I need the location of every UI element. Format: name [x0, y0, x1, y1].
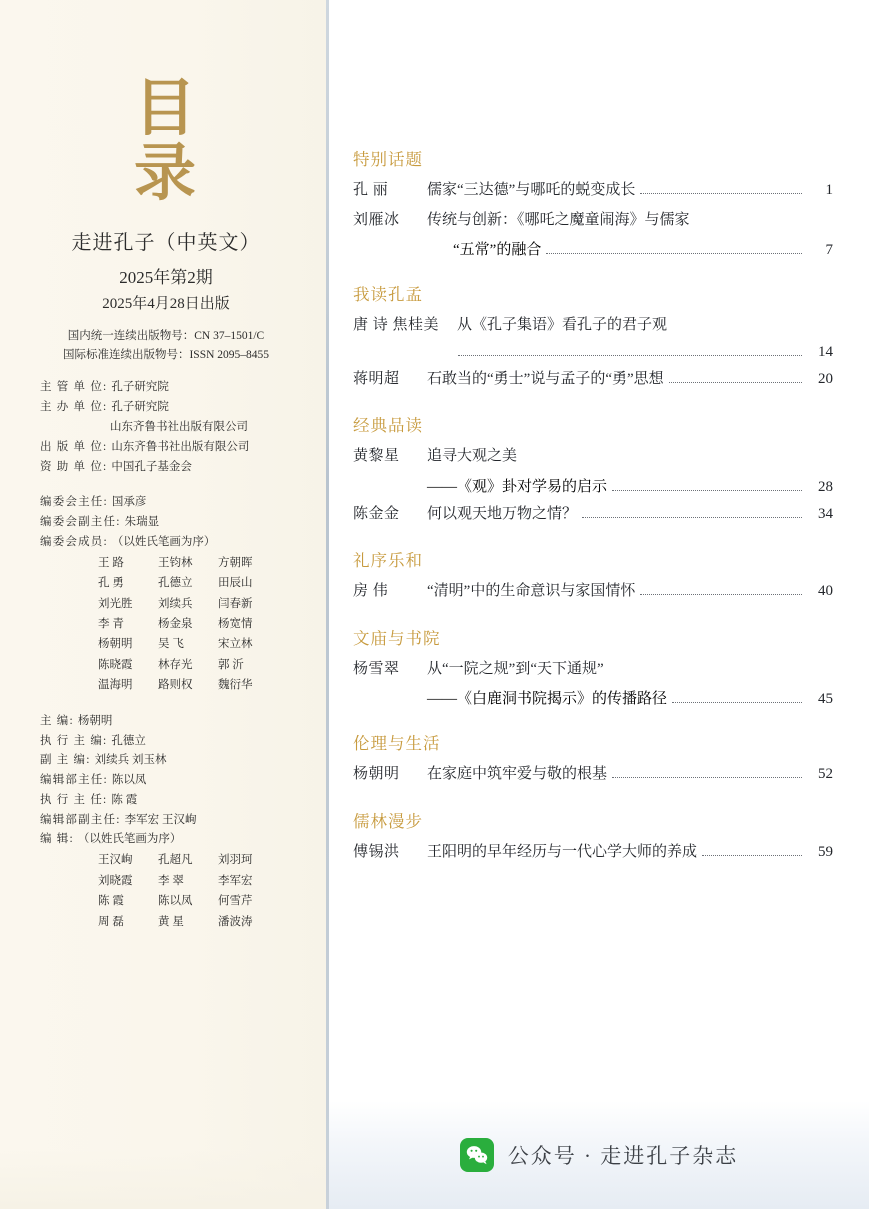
section-title: 伦理与生活	[353, 734, 441, 753]
section-title: 我读孔孟	[353, 285, 423, 304]
cn-number: 国内统一连续出版物号：CN 37–1501/C	[67, 330, 265, 343]
toc-entry-subline[interactable]	[353, 238, 833, 259]
editor-value: 陈 霞	[111, 793, 138, 806]
committee-name: 王 路	[98, 556, 124, 569]
editor-name: 陈以凤	[158, 895, 193, 908]
committee-names	[40, 553, 292, 696]
committee-name: 孔 勇	[98, 577, 124, 590]
editor-value: 刘续兵 刘玉林	[94, 754, 167, 767]
committee-name: 孔德立	[158, 577, 193, 590]
committee-block	[40, 493, 292, 696]
committee-value: （以姓氏笔画为序）	[111, 535, 216, 548]
dot-leader	[612, 777, 802, 778]
editor-row	[40, 771, 292, 791]
committee-name: 林存光	[158, 658, 193, 671]
editor-name: 刘羽珂	[218, 854, 253, 867]
dot-leader	[669, 382, 802, 383]
contents-column	[329, 0, 869, 1209]
toc-section	[353, 547, 833, 603]
magazine-title: 走进孔子（中英文）	[71, 232, 261, 255]
entry-page: 20	[818, 370, 833, 387]
toc-section	[353, 146, 833, 259]
editor-name-row	[98, 912, 292, 932]
editor-value: 陈以凤	[111, 774, 147, 787]
editor-value: 杨朝明	[77, 714, 113, 727]
org-row	[40, 398, 292, 418]
editor-label: 编 辑:	[40, 833, 74, 846]
entry-page: 14	[818, 343, 833, 360]
entry-title: 从“一院之规”到“天下通规”	[427, 660, 604, 677]
editor-row	[40, 732, 292, 752]
dot-leader	[458, 355, 802, 356]
issn-number: 国际标准连续出版物号：ISSN 2095–8455	[62, 349, 270, 362]
table-of-contents	[353, 146, 833, 863]
org-value: 孔子研究院	[111, 401, 169, 414]
committee-name: 杨朝明	[98, 638, 133, 651]
entry-title: 在家庭中筑牢爱与敬的根基	[427, 766, 608, 782]
entry-author: 孔 丽	[353, 182, 389, 198]
committee-name: 刘光胜	[98, 597, 133, 610]
editor-row	[40, 811, 292, 831]
committee-label: 编委会主任:	[40, 496, 108, 509]
toc-entry[interactable]	[353, 179, 833, 202]
committee-label: 编委会成员:	[40, 535, 108, 548]
toc-entry[interactable]	[353, 445, 833, 468]
committee-value: 朱瑞显	[124, 516, 160, 529]
org-row-continued: 山东齐鲁书社出版有限公司	[110, 421, 248, 433]
toc-entry[interactable]	[353, 314, 833, 337]
committee-label: 编委会副主任:	[40, 516, 121, 529]
editor-name: 孔超凡	[158, 854, 193, 867]
entry-author: 杨朝明	[353, 766, 400, 782]
dot-leader	[546, 253, 802, 254]
editor-label: 主 编:	[40, 714, 74, 727]
committee-name: 王钧林	[158, 556, 193, 569]
toc-entry[interactable]	[353, 580, 833, 603]
committee-name: 李 青	[98, 618, 124, 630]
section-title: 儒林漫步	[353, 811, 423, 831]
dot-leader	[612, 490, 802, 491]
dot-leader	[582, 517, 802, 518]
committee-name: 路则权	[158, 679, 193, 692]
page-title	[40, 75, 292, 209]
entry-author: 唐 诗 焦桂美	[353, 317, 440, 333]
dot-leader	[640, 193, 802, 194]
publish-date: 2025年4月28日出版	[102, 296, 230, 313]
committee-name-row	[98, 573, 292, 593]
toc-section	[353, 625, 833, 709]
editor-name: 李 翠	[158, 874, 184, 887]
entry-title: 石敢当的“勇士”说与孟子的“勇”思想	[427, 370, 664, 387]
entry-title: 追寻大观之美	[427, 448, 518, 464]
editor-row	[40, 751, 292, 771]
editor-label: 副 主 编:	[40, 754, 91, 767]
entry-title: 儒家“三达德”与哪吒的蜕变成长	[427, 182, 636, 198]
editor-row	[40, 830, 292, 850]
entry-page: 40	[818, 583, 833, 599]
toc-section	[353, 281, 833, 390]
committee-name: 闫春新	[218, 597, 253, 610]
toc-section	[353, 412, 833, 525]
issue-label: 2025年第2期	[119, 268, 213, 288]
org-row	[40, 458, 292, 478]
org-row	[40, 438, 292, 458]
entry-author: 傅锡洪	[353, 843, 400, 860]
section-title: 经典品读	[353, 416, 423, 435]
editor-name-row	[98, 850, 292, 870]
org-label: 资 助 单 位:	[40, 460, 108, 473]
entry-title: “清明”中的生命意识与家国情怀	[427, 583, 636, 599]
committee-name: 杨金泉	[158, 618, 193, 630]
footer-bar	[329, 1101, 869, 1209]
editor-name: 李军宏	[218, 874, 253, 887]
dot-leader	[672, 702, 802, 703]
committee-name: 陈晓霞	[98, 658, 133, 671]
toc-section	[353, 808, 833, 864]
editor-names	[40, 850, 292, 932]
dot-leader	[640, 594, 802, 595]
toc-entry-subline[interactable]	[353, 687, 833, 708]
editor-value: 孔德立	[111, 734, 146, 747]
org-label: 主 管 单 位:	[40, 381, 108, 394]
toc-entry[interactable]	[353, 841, 833, 864]
editor-value: 李军宏 王汉峋	[124, 813, 197, 826]
editors-block	[40, 712, 292, 932]
org-row	[40, 378, 292, 398]
editor-name: 王汉峋	[98, 854, 133, 867]
toc-entry[interactable]	[353, 368, 833, 391]
committee-name-row	[98, 594, 292, 614]
toc-entry[interactable]	[353, 503, 833, 526]
editor-name: 黄 星	[158, 915, 184, 928]
entry-author: 蒋明超	[353, 370, 400, 387]
org-value: 山东齐鲁书社出版有限公司	[111, 440, 250, 453]
editor-label: 编辑部副主任:	[40, 813, 121, 826]
toc-section	[353, 730, 833, 786]
org-value: 中国孔子基金会	[111, 460, 192, 473]
org-value: 孔子研究院	[111, 381, 169, 394]
entry-page: 45	[818, 691, 833, 707]
committee-name: 郭 沂	[218, 658, 244, 671]
entry-title-continued: ——《白鹿洞书院揭示》的传播路径	[427, 691, 668, 707]
editor-value: （以姓氏笔画为序）	[77, 833, 182, 846]
dot-leader	[702, 855, 802, 856]
editor-name: 周 磊	[98, 915, 124, 928]
editor-name-row	[98, 891, 292, 911]
committee-name: 宋立林	[218, 638, 253, 651]
org-label: 出 版 单 位:	[40, 440, 108, 453]
section-title: 特别话题	[353, 150, 423, 169]
entry-author: 刘雁冰	[353, 211, 400, 228]
entry-page: 7	[825, 242, 833, 258]
editor-label: 执 行 主 任:	[40, 793, 108, 806]
page-title-char-1: 目	[133, 75, 198, 143]
wechat-promo[interactable]	[460, 1138, 739, 1172]
organizations-block	[40, 378, 292, 477]
committee-name-row	[98, 634, 292, 654]
entry-title: 何以观天地万物之情？	[427, 505, 578, 522]
masthead-bottom-fade	[0, 1149, 326, 1209]
entry-author: 黄黎星	[353, 448, 400, 464]
wechat-icon	[460, 1138, 494, 1172]
entry-author: 陈金金	[353, 505, 400, 522]
committee-name: 魏衍华	[218, 679, 253, 692]
editor-name: 何雪芹	[218, 895, 253, 908]
entry-author: 杨雪翠	[353, 660, 400, 677]
committee-name-row	[98, 553, 292, 573]
entry-page: 1	[825, 182, 833, 198]
masthead-column	[0, 0, 326, 1209]
editor-label: 执 行 主 编:	[40, 734, 108, 747]
editor-name-row	[98, 871, 292, 891]
toc-entry-subline[interactable]	[353, 475, 833, 496]
committee-name-row	[98, 614, 292, 634]
committee-name: 刘续兵	[158, 597, 193, 610]
committee-row	[40, 533, 292, 553]
entry-title: 从《孔子集语》看孔子的君子观	[457, 317, 668, 333]
toc-entry[interactable]	[353, 658, 833, 681]
committee-name: 方朝晖	[218, 556, 253, 569]
entry-page: 34	[818, 505, 833, 522]
committee-name: 田辰山	[218, 577, 253, 590]
wechat-label: 公众号 · 走进孔子杂志	[507, 1144, 739, 1168]
editor-name: 潘波涛	[218, 915, 253, 928]
entry-page: 28	[818, 478, 833, 495]
entry-title: 传统与创新：《哪吒之魔童闹海》与儒家	[427, 211, 690, 228]
editor-row	[40, 712, 292, 732]
toc-entry[interactable]	[353, 763, 833, 786]
entry-title: 王阳明的早年经历与一代心学大师的养成	[427, 843, 698, 860]
editor-row	[40, 791, 292, 811]
entry-page: 52	[818, 766, 833, 782]
committee-name: 杨宽情	[218, 618, 253, 630]
committee-row	[40, 493, 292, 513]
committee-row	[40, 513, 292, 533]
org-label: 主 办 单 位:	[40, 401, 108, 414]
committee-name-row	[98, 655, 292, 675]
committee-name-row	[98, 675, 292, 695]
page-title-char-2: 录	[133, 140, 198, 209]
toc-entry[interactable]	[353, 209, 833, 232]
entry-page: 59	[818, 843, 833, 860]
entry-title-continued: ——《观》卦对学易的启示	[427, 478, 608, 495]
committee-name: 吴 飞	[158, 638, 184, 651]
committee-name: 温海明	[98, 679, 133, 692]
entry-title-continued: “五常”的融合	[453, 242, 542, 258]
editor-name: 陈 霞	[98, 895, 124, 908]
editor-label: 编辑部主任:	[40, 774, 108, 787]
editor-name: 刘晓霞	[98, 874, 133, 887]
entry-author: 房 伟	[353, 583, 389, 599]
section-title: 礼序乐和	[353, 551, 423, 570]
toc-entry-subline[interactable]	[353, 344, 833, 361]
masthead	[40, 226, 292, 362]
committee-value: 国承彦	[111, 496, 147, 509]
section-title: 文庙与书院	[353, 628, 441, 648]
